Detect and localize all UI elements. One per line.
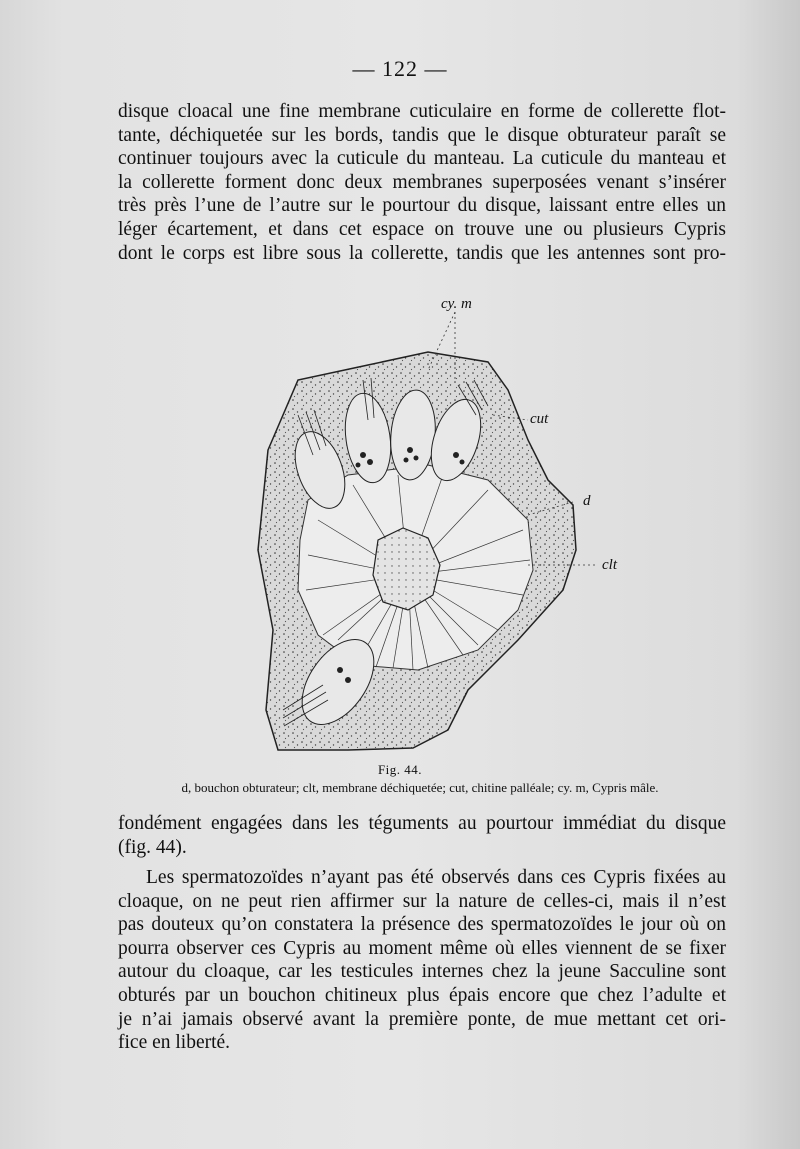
- text-line: très près l’une de l’autre sur le pourtour du disque, laissant entre elles un: [118, 195, 726, 217]
- paragraph-3: [118, 866, 726, 1055]
- label-clt: clt: [602, 557, 617, 573]
- paragraph-2: [118, 812, 726, 859]
- sacculine-drawing: [228, 290, 648, 770]
- text-line: autour du cloaque, car les testicules internes chez la jeune Sacculine sont: [118, 961, 726, 983]
- text-line: Les spermatozoïdes n’ayant pas été observés dans ces Cypris fixées au: [146, 867, 726, 888]
- text-line: pas douteux qu’on constatera la présence des spermatozoïdes le jour où on: [118, 914, 726, 936]
- label-cy-m: cy. m: [441, 296, 472, 312]
- label-d: d: [583, 493, 591, 509]
- text-line: la collerette forment donc deux membranes superposées venant s’insérer: [118, 171, 726, 193]
- text-line: continuer toujours avec la cuticule du manteau. La cuticule du manteau et: [118, 148, 726, 170]
- text-line: fice en liberté.: [118, 1032, 231, 1054]
- text-line: tante, déchiquetée sur les bords, tandis que le disque obturateur paraît se: [118, 124, 726, 146]
- text-line: je n’ai jamais observé avant la première ponte, de mue mettant cet ori-: [118, 1008, 726, 1030]
- text-line: léger écartement, et dans cet espace on trouve une ou plusieurs Cypris: [118, 218, 726, 240]
- text-line: cloaque, on ne peut rien affirmer sur la nature de celles-ci, mais il n’est: [118, 890, 726, 912]
- figure-illustration: [228, 290, 648, 770]
- text-line: fondément engagées dans les téguments au pourtour immédiat du disque: [118, 813, 726, 834]
- page-number: — 122 —: [352, 56, 448, 81]
- text-line: (fig. 44).: [118, 836, 187, 858]
- text-line: obturés par un bouchon chitineux plus épais encore que chez l’adulte et: [118, 984, 726, 1006]
- label-cut: cut: [530, 411, 549, 427]
- paragraph-1: [118, 100, 726, 265]
- text-line: disque cloacal une fine membrane cuticulaire en forme de collerette flot-: [118, 101, 726, 122]
- text-line: dont le corps est libre sous la collerette, tandis que les antennes sont pro-: [118, 242, 726, 264]
- figure-caption: d, bouchon obturateur; clt, membrane déchiquetée; cut, chitine palléale; cy. m, Cypris mâle.: [181, 780, 659, 795]
- figure-title: Fig. 44.: [377, 762, 423, 777]
- text-line: pourra observer ces Cypris au moment même où elles viennent de se fixer: [118, 937, 726, 959]
